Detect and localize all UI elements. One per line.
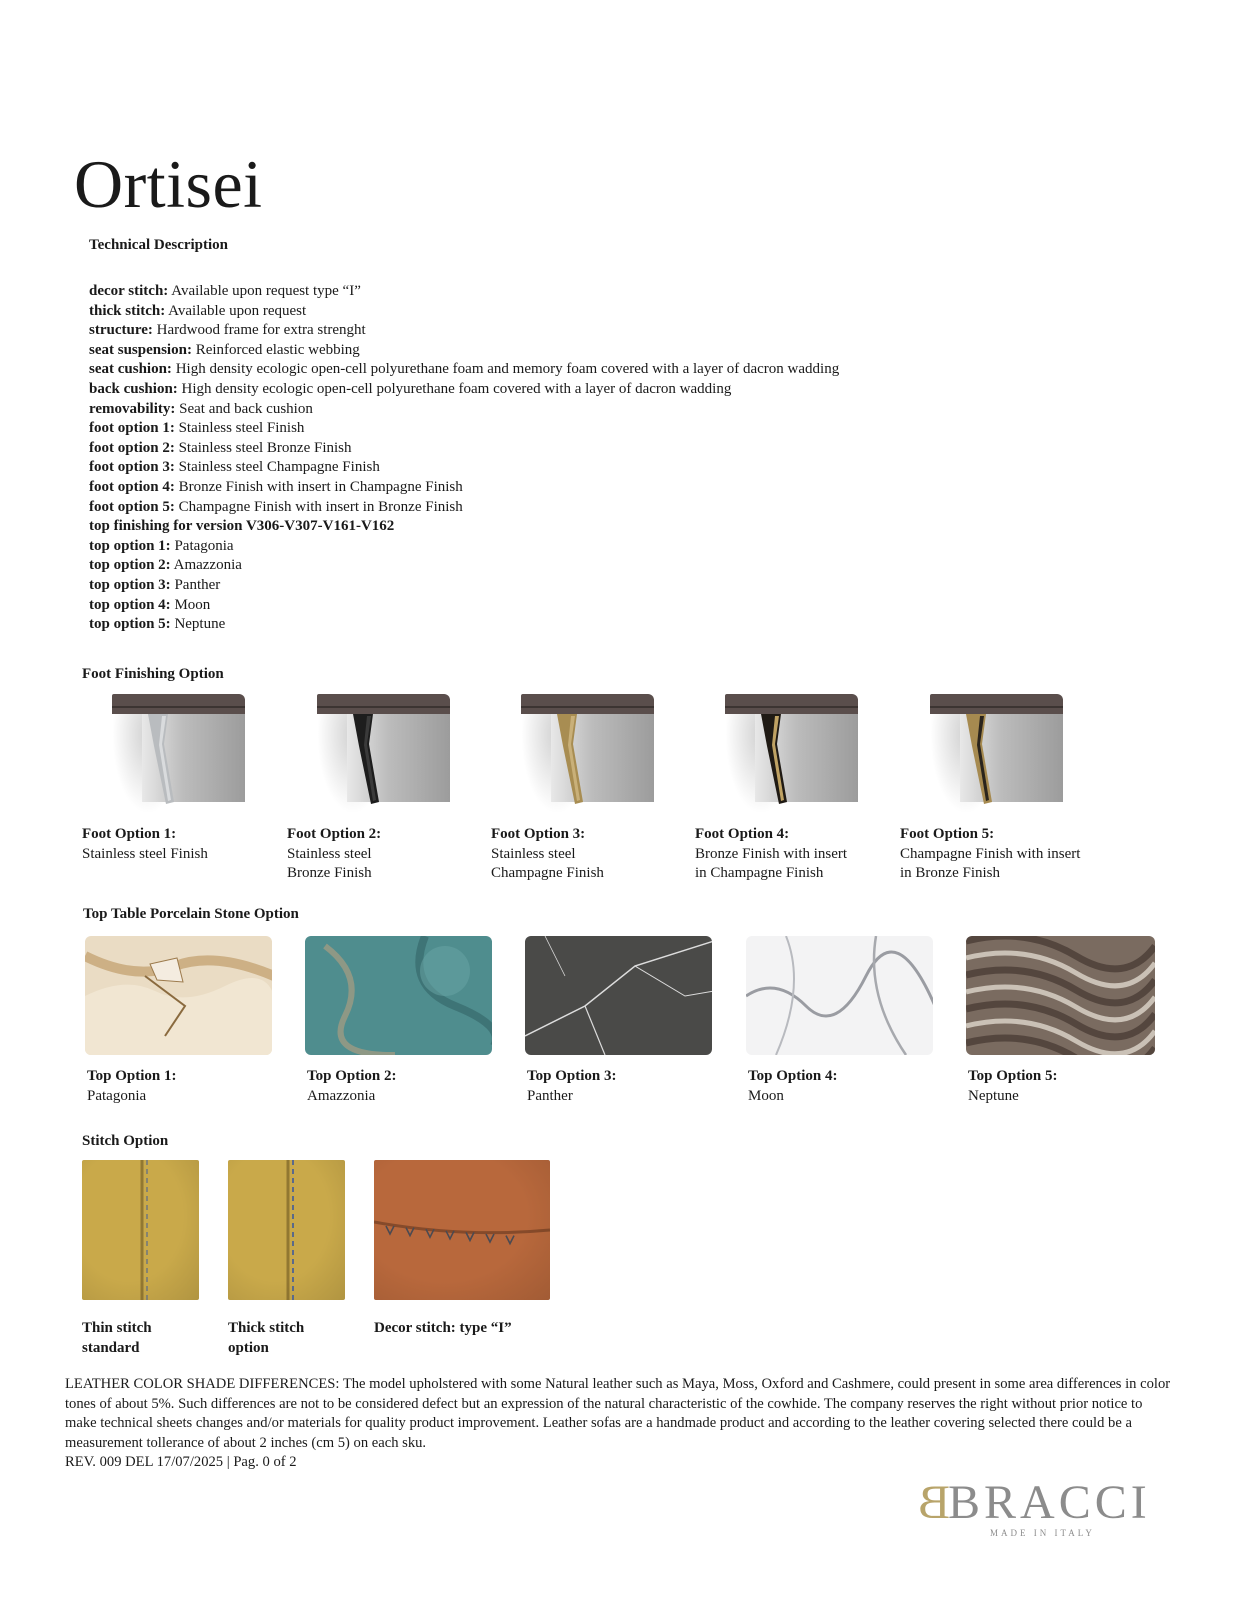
foot-option-line1: Stainless steel [287, 845, 372, 862]
top-option-name: Panther [527, 1087, 573, 1104]
spec-line [89, 321, 989, 341]
spec-label: structure: [89, 322, 153, 339]
top-option-name: Amazzonia [307, 1087, 376, 1104]
stitch-swatch [228, 1160, 345, 1300]
foot-option-caption [491, 825, 604, 884]
spec-label: top option 3: [89, 576, 171, 593]
foot-section-heading: Foot Finishing Option [82, 666, 224, 682]
foot-option-image [695, 694, 858, 816]
stitch-option-caption [228, 1319, 304, 1358]
revision-text: REV. 009 DEL 17/07/2025 | Pag. 0 of 2 [65, 1454, 297, 1470]
spec-value: Stainless steel Champagne Finish [174, 459, 380, 476]
foot-option-title: Foot Option 3: [491, 826, 586, 842]
spec-value: Moon [170, 596, 211, 613]
top-option-caption [87, 1067, 176, 1106]
stitch-option-line1: Thin stitch [82, 1320, 152, 1336]
spec-line [89, 517, 989, 537]
spec-line [89, 576, 989, 596]
foot-option-caption [287, 825, 381, 884]
foot-option-line2: in Champagne Finish [695, 865, 824, 882]
footer [65, 1375, 1175, 1473]
sofa-leg [491, 694, 654, 816]
foot-option-line2: in Bronze Finish [900, 865, 1000, 882]
top-option-caption [527, 1067, 616, 1106]
spec-line [89, 596, 989, 616]
spec-line [89, 615, 989, 635]
foot-option-line1: Stainless steel [491, 845, 576, 862]
spec-line [89, 478, 989, 498]
stitch-option-line1: Decor stitch: type “I” [374, 1320, 512, 1336]
top-option-title: Top Option 1: [87, 1068, 177, 1084]
stone-swatch [525, 936, 712, 1055]
stone-swatch [305, 936, 492, 1055]
top-option-title: Top Option 4: [748, 1068, 838, 1084]
spec-line [89, 341, 989, 361]
stitch-option-caption [82, 1319, 152, 1358]
spec-label: top finishing for version V306-V307-V161-V162 [89, 518, 395, 535]
bracci-logo [898, 1476, 1198, 1546]
svg-text:BRACCI: BRACCI [948, 1476, 1151, 1529]
top-option-name: Moon [748, 1087, 784, 1104]
sofa-leg [287, 694, 450, 816]
spec-line [89, 400, 989, 420]
spec-value: Available upon request [165, 302, 307, 319]
svg-text:B: B [917, 1476, 950, 1529]
stone-swatch [746, 936, 933, 1055]
stone-swatch [85, 936, 272, 1055]
spec-label: back cushion: [89, 380, 178, 397]
spec-line [89, 282, 989, 302]
page-title: Ortisei [74, 146, 263, 222]
foot-option-title: Foot Option 2: [287, 826, 382, 842]
foot-option-title: Foot Option 4: [695, 826, 790, 842]
stitch-section-heading: Stitch Option [82, 1133, 169, 1149]
sofa-leg [82, 694, 245, 816]
spec-value: Stainless steel Bronze Finish [174, 439, 352, 456]
spec-value: Bronze Finish with insert in Champagne Finish [174, 478, 463, 495]
top-option-caption [968, 1067, 1057, 1106]
top-option-name: Neptune [968, 1087, 1019, 1104]
spec-line [89, 458, 989, 478]
spec-value: Seat and back cushion [175, 400, 313, 417]
spec-value: Available upon request type “I” [168, 283, 361, 299]
foot-option-image [82, 694, 245, 816]
spec-label: foot option 2: [89, 439, 175, 456]
stitch-option-caption [374, 1319, 512, 1339]
spec-value: Neptune [170, 616, 226, 633]
stitch-option-line1: Thick stitch [228, 1320, 305, 1336]
sofa-leg [695, 694, 858, 816]
sofa-leg [900, 694, 1063, 816]
spec-label: foot option 1: [89, 420, 175, 437]
spec-label: top option 1: [89, 537, 171, 554]
top-section-heading: Top Table Porcelain Stone Option [83, 906, 299, 922]
spec-line [89, 439, 989, 459]
foot-option-caption [695, 825, 847, 884]
spec-value: Panther [170, 576, 221, 593]
spec-line [89, 498, 989, 518]
stitch-option-line2: option [228, 1339, 269, 1356]
disclaimer-text: LEATHER COLOR SHADE DIFFERENCES: The model upholstered with some Natural leather such as Maya, Moss, Oxford and Cashmere, could present in some area differences in color tones of about 5%. Such differences are not to be considered defect but an expression of the natural characteristic of the cowhide. The company reserves the right without prior notice to make technical sheets changes and/or materials for quality product improvement. Leather sofas are a handmade product and according to the leather covering selected there could be a measurement tollerance of about 2 inches (cm 5) on each sku. [65, 1376, 1171, 1451]
foot-option-line1: Bronze Finish with insert [695, 845, 848, 862]
spec-value: Hardwood frame for extra strenght [152, 322, 366, 339]
foot-option-image [287, 694, 450, 816]
spec-line [89, 419, 989, 439]
top-option-title: Top Option 5: [968, 1068, 1058, 1084]
stitch-swatch [374, 1160, 550, 1300]
spec-label: decor stitch: [89, 283, 169, 299]
top-option-name: Patagonia [87, 1087, 147, 1104]
foot-option-image [491, 694, 654, 816]
foot-option-line2: Champagne Finish [491, 865, 604, 882]
stone-swatch [966, 936, 1155, 1055]
foot-option-title: Foot Option 1: [82, 826, 177, 842]
stitch-option-line2: standard [82, 1339, 140, 1356]
top-option-title: Top Option 3: [527, 1068, 617, 1084]
foot-option-title: Foot Option 5: [900, 826, 995, 842]
spec-list [89, 282, 989, 635]
spec-value: Champagne Finish with insert in Bronze Finish [174, 498, 463, 515]
spec-value: High density ecologic open-cell polyurethane foam and memory foam covered with a layer of dacron wadding [171, 361, 840, 378]
spec-label: removability: [89, 400, 176, 417]
spec-label: top option 2: [89, 557, 171, 574]
spec-line [89, 556, 989, 576]
spec-value: Stainless steel Finish [174, 420, 305, 437]
spec-line [89, 537, 989, 557]
section-subtitle: Technical Description [89, 237, 229, 253]
spec-label: foot option 5: [89, 498, 175, 515]
spec-value: Patagonia [170, 537, 234, 554]
spec-line [89, 380, 989, 400]
spec-label: top option 5: [89, 616, 171, 633]
spec-line [89, 360, 989, 380]
stitch-swatch [82, 1160, 199, 1300]
foot-option-caption [82, 825, 208, 864]
spec-label: foot option 4: [89, 478, 175, 495]
foot-option-line2: Bronze Finish [287, 865, 372, 882]
spec-label: top option 4: [89, 596, 171, 613]
spec-line [89, 302, 989, 322]
spec-label: seat suspension: [89, 341, 192, 358]
spec-label: seat cushion: [89, 361, 172, 378]
spec-value: Reinforced elastic webbing [191, 341, 360, 358]
svg-text:MADE IN ITALY: MADE IN ITALY [990, 1528, 1095, 1538]
spec-value: High density ecologic open-cell polyurethane foam covered with a layer of dacron wadding [177, 380, 732, 397]
top-option-caption [307, 1067, 396, 1106]
foot-option-caption [900, 825, 1080, 884]
foot-option-line1: Champagne Finish with insert [900, 845, 1081, 862]
top-option-title: Top Option 2: [307, 1068, 397, 1084]
top-option-caption [748, 1067, 837, 1106]
spec-value: Amazzonia [170, 557, 242, 574]
foot-option-image [900, 694, 1063, 816]
spec-label: thick stitch: [89, 302, 166, 319]
foot-option-line1: Stainless steel Finish [82, 845, 208, 862]
spec-label: foot option 3: [89, 459, 175, 476]
